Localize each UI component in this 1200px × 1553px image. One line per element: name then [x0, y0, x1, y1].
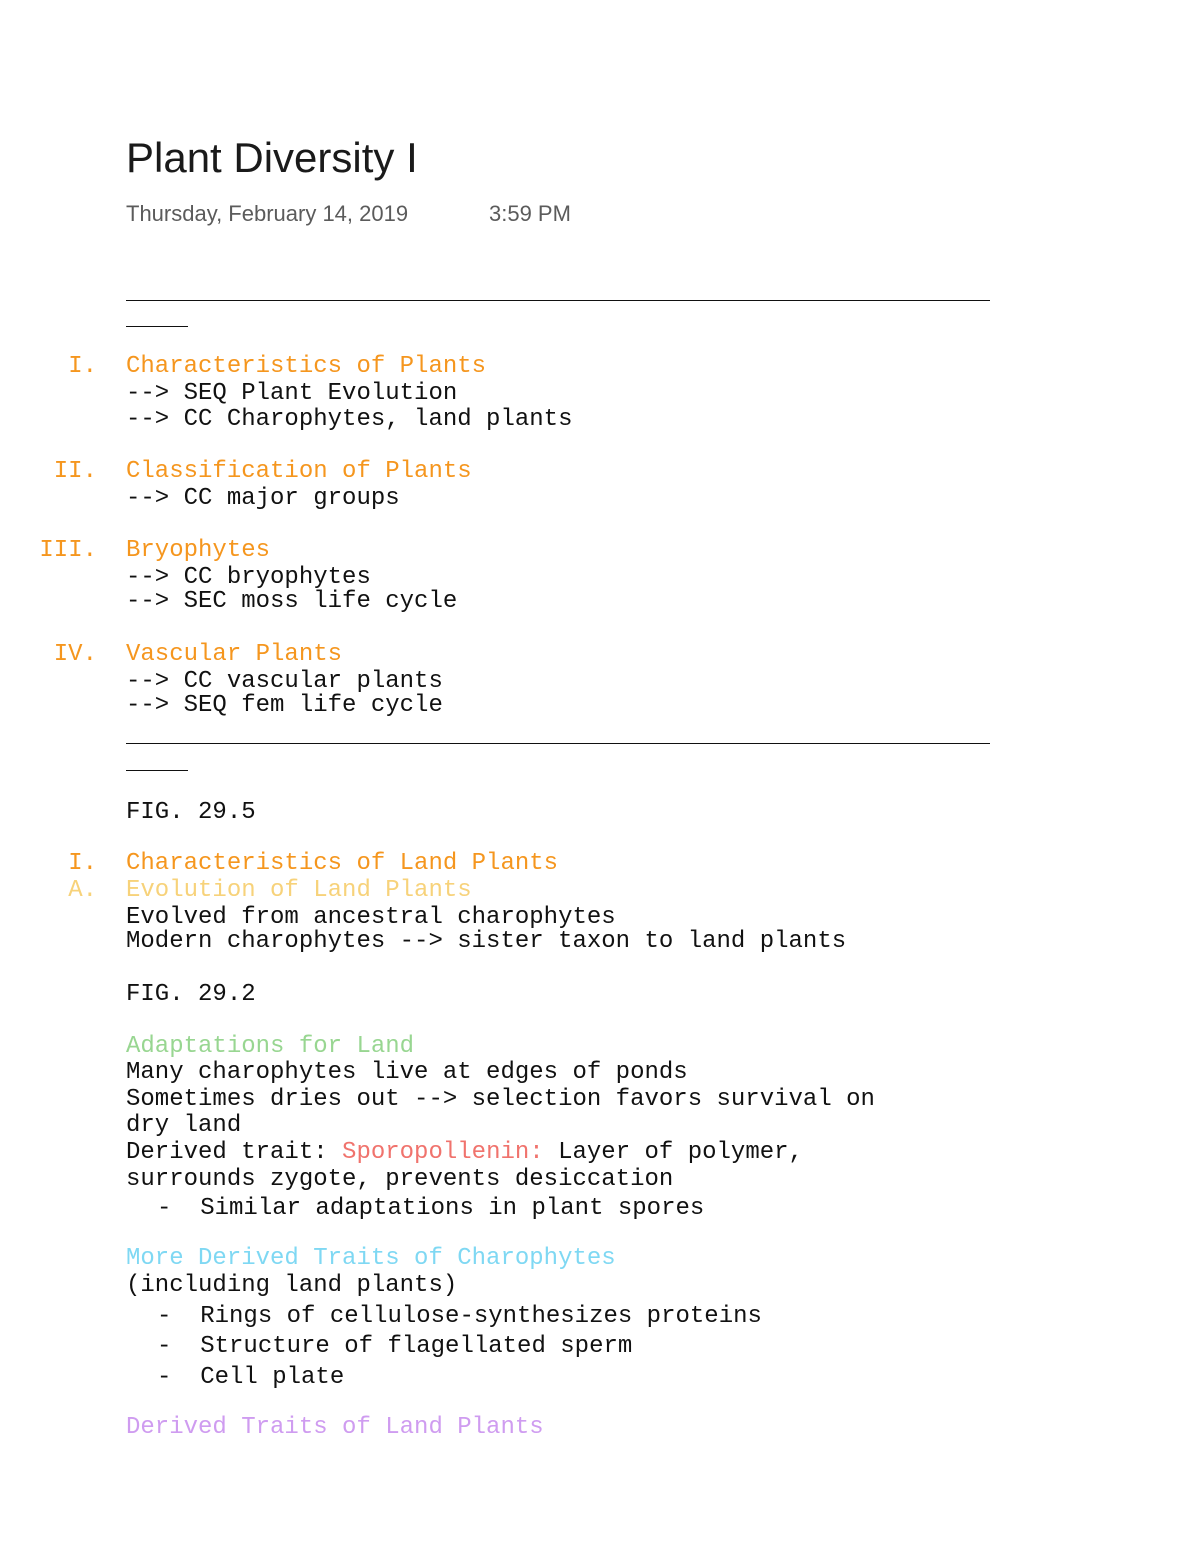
outline-line: --> SEQ fem life cycle	[126, 692, 443, 719]
bullet-item: - Rings of cellulose-synthesizes proteins	[157, 1303, 762, 1330]
outline-line: --> CC bryophytes	[126, 564, 371, 591]
page-date: Thursday, February 14, 2019	[126, 201, 409, 226]
bullet-item: - Structure of flagellated sperm	[157, 1333, 633, 1360]
outline-number: IV.	[53, 641, 97, 668]
topic-heading: Adaptations for Land	[126, 1033, 415, 1060]
page-time: 3:59 PM	[489, 201, 571, 226]
note-line: dry land	[126, 1112, 242, 1139]
key-term: Sporopollenin:	[342, 1139, 544, 1166]
page-title: Plant Diversity I	[126, 134, 418, 181]
outline-number: III.	[39, 537, 97, 564]
section-number: I.	[68, 850, 97, 877]
derived-trait-text: Layer of polymer,	[543, 1139, 803, 1166]
derived-trait-label: Derived trait:	[126, 1139, 343, 1166]
note-line: Modern charophytes --> sister taxon to land plants	[126, 928, 847, 955]
subsection-letter: A.	[68, 877, 97, 904]
bullet-item: - Cell plate	[157, 1364, 345, 1391]
outline-heading: Classification of Plants	[126, 458, 472, 485]
divider-line	[126, 300, 990, 301]
note-line: Sometimes dries out --> selection favors survival on	[126, 1086, 875, 1113]
derived-trait-line	[126, 1139, 803, 1166]
figure-reference: FIG. 29.2	[126, 981, 256, 1008]
divider-line	[126, 743, 990, 744]
section-heading: Characteristics of Land Plants	[126, 850, 559, 877]
divider-line-stub	[126, 770, 188, 771]
outline-line: --> SEQ Plant Evolution	[126, 380, 458, 407]
topic-heading: Derived Traits of Land Plants	[126, 1414, 544, 1441]
outline-number: I.	[68, 353, 97, 380]
outline-line: --> CC vascular plants	[126, 668, 443, 695]
divider-line-stub	[126, 326, 188, 327]
outline-line: --> CC major groups	[126, 485, 400, 512]
outline-number: II.	[53, 458, 97, 485]
subsection-heading: Evolution of Land Plants	[126, 877, 472, 904]
figure-reference: FIG. 29.5	[126, 799, 256, 826]
note-line: surrounds zygote, prevents desiccation	[126, 1166, 674, 1193]
topic-heading: More Derived Traits of Charophytes	[126, 1245, 616, 1272]
note-line: Many charophytes live at edges of ponds	[126, 1059, 688, 1086]
outline-heading: Characteristics of Plants	[126, 353, 487, 380]
note-line: (including land plants)	[126, 1272, 458, 1299]
bullet-item: - Similar adaptations in plant spores	[157, 1195, 705, 1222]
note-line: Evolved from ancestral charophytes	[126, 904, 616, 931]
outline-line: --> SEC moss life cycle	[126, 588, 458, 615]
outline-line: --> CC Charophytes, land plants	[126, 406, 573, 433]
outline-heading: Vascular Plants	[126, 641, 343, 668]
outline-heading: Bryophytes	[126, 537, 271, 564]
